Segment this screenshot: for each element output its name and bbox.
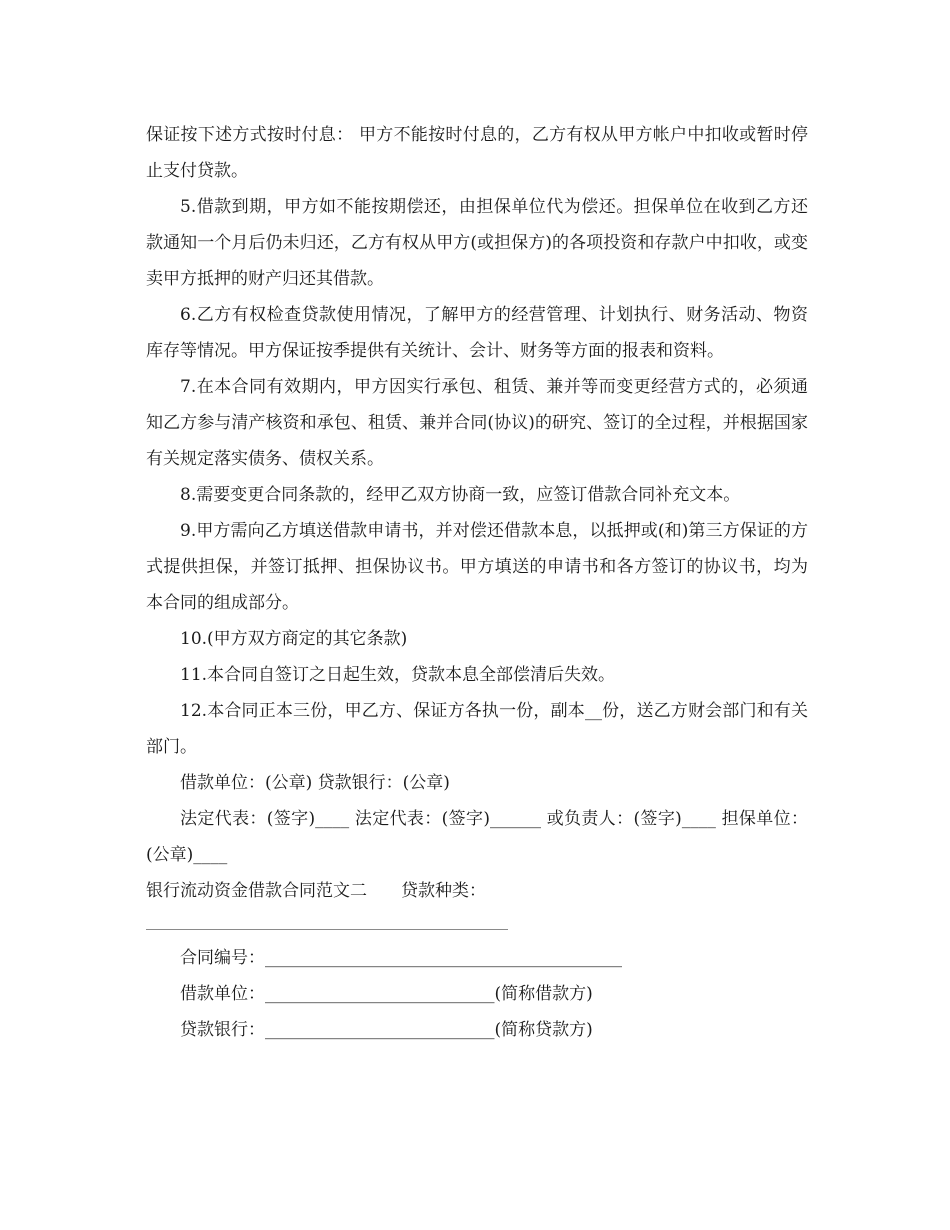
- contract-header-fields: [146, 940, 808, 1048]
- clause-paragraph: 6.乙方有权检查贷款使用情况，了解甲方的经营管理、计划执行、财务活动、物资库存等情况。甲方保证按季提供有关统计、会计、财务等方面的报表和资料。: [146, 305, 808, 361]
- spacer: [146, 909, 808, 929]
- clause-paragraph: 11.本合同自签订之日起生效，贷款本息全部偿清后失效。: [180, 665, 616, 685]
- clause-paragraph: 法定代表：(签字)____ 法定代表：(签字)______ 或负责人：(签字)____ 担保单位：(公章)____: [146, 809, 808, 865]
- contract-clauses: [146, 117, 808, 873]
- clause-paragraph: 5.借款到期，甲方如不能按期偿还，由担保单位代为偿还。担保单位在收到乙方还款通知一个月后仍未归还，乙方有权从甲方(或担保方)的各项投资和存款户中扣收，或变卖甲方抵押的财产归还其借款。: [146, 197, 808, 289]
- contract-field: [146, 976, 808, 1012]
- field-blank: ___________________________: [265, 984, 495, 1004]
- clause-paragraph: 9.甲方需向乙方填送借款申请书，并对偿还借款本息，以抵押或(和)第三方保证的方式提供担保，并签订抵押、担保协议书。甲方填送的申请书和各方签订的协议书，均为本合同的组成部分。: [146, 521, 808, 613]
- field-label: 贷款银行：: [180, 1020, 265, 1040]
- contract-field: [146, 1012, 808, 1048]
- field-blank: ___________________________: [265, 1020, 495, 1040]
- clause-paragraph: 10.(甲方双方商定的其它条款): [180, 629, 408, 649]
- field-label: 借款单位：: [180, 984, 265, 1004]
- field-label: 合同编号：: [180, 948, 265, 968]
- contract-field: [146, 940, 808, 976]
- document-page: [146, 117, 808, 1048]
- clause-paragraph: 7.在本合同有效期内，甲方因实行承包、租赁、兼并等而变更经营方式的，必须通知乙方参与清产核资和承包、租赁、兼并合同(协议)的研究、签订的全过程，并根据国家有关规定落实债务、债权关系。: [146, 377, 808, 469]
- field-blank: __________________________________________: [265, 948, 622, 968]
- loan-type-blank-line: [146, 929, 508, 930]
- section-title: 银行流动资金借款合同范文二 贷款种类：: [146, 881, 486, 901]
- field-suffix: (简称贷款方): [494, 1020, 593, 1040]
- clause-paragraph: 借款单位：(公章) 贷款银行：(公章): [180, 773, 450, 793]
- clause-paragraph: 保证按下述方式按时付息： 甲方不能按时付息的，乙方有权从甲方帐户中扣收或暂时停止支付贷款。: [146, 125, 808, 181]
- field-suffix: (简称借款方): [494, 984, 593, 1004]
- clause-paragraph: 8.需要变更合同条款的，经甲乙双方协商一致，应签订借款合同补充文本。: [180, 485, 741, 505]
- clause-paragraph: 12.本合同正本三份，甲乙方、保证方各执一份，副本__份，送乙方财会部门和有关部门。: [146, 701, 808, 757]
